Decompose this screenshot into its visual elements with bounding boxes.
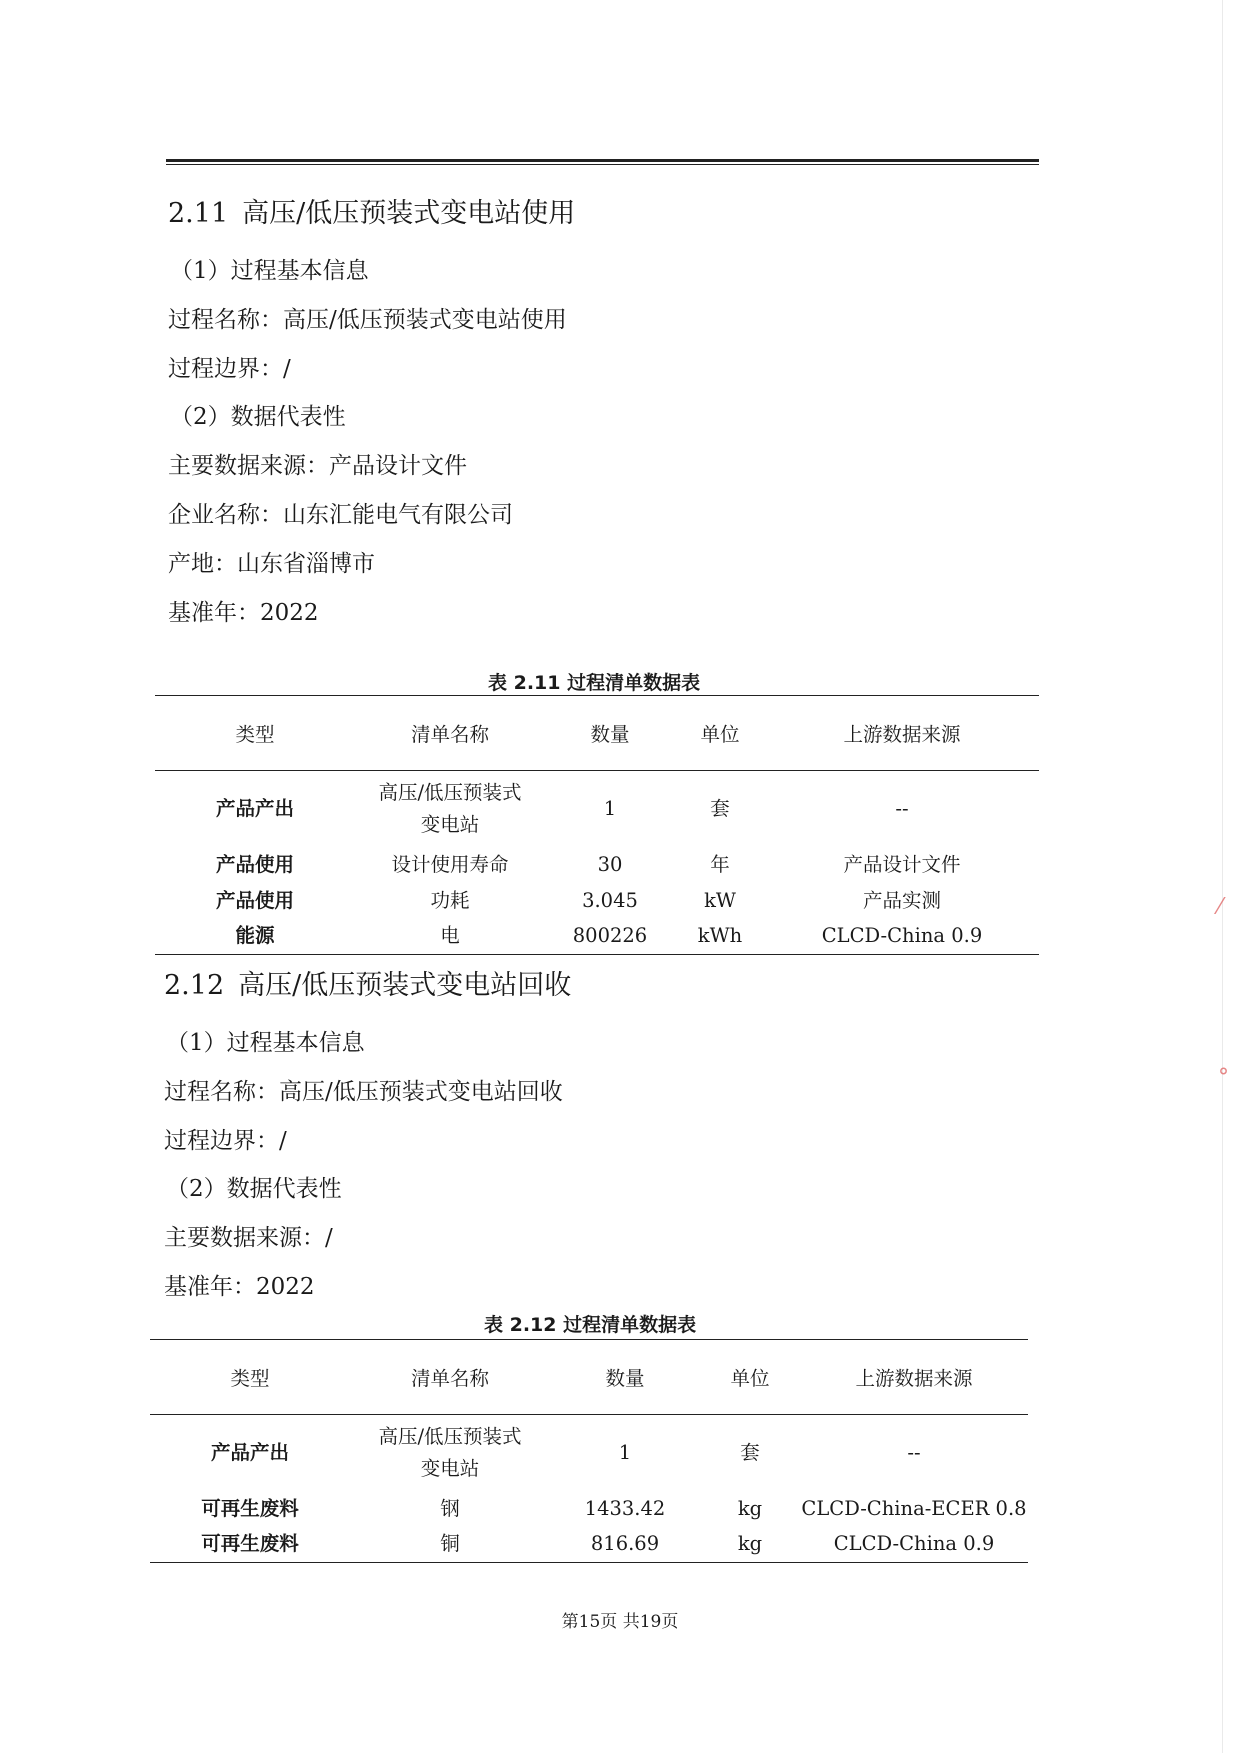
line: 过程名称：高压/低压预装式变电站回收 xyxy=(164,1079,563,1105)
type-cell: 产品使用 xyxy=(215,852,294,876)
page-footer: 第15页 共19页 xyxy=(561,1612,679,1632)
unit-cell: kg xyxy=(737,1496,763,1520)
quantity-cell: 3.045 xyxy=(582,888,638,912)
line: 企业名称：山东汇能电气有限公司 xyxy=(168,502,513,528)
name-line: 高压/低压预装式 xyxy=(378,780,522,804)
type-cell: 产品使用 xyxy=(215,888,294,912)
line: （1）过程基本信息 xyxy=(170,258,369,284)
line: （2）数据代表性 xyxy=(170,404,346,430)
table-row xyxy=(155,847,1039,883)
name-cell: 设计使用寿命 xyxy=(391,852,509,876)
unit-cell: 套 xyxy=(710,796,730,820)
stamp-fragment-icon: ° xyxy=(1218,1065,1229,1090)
table-row xyxy=(155,919,1039,955)
column-header: 清单名称 xyxy=(410,1367,489,1390)
column-header: 单位 xyxy=(700,723,740,746)
line: （1）过程基本信息 xyxy=(166,1030,365,1056)
unit-cell: 套 xyxy=(740,1440,760,1464)
quantity-cell: 1 xyxy=(603,796,617,820)
table-row xyxy=(150,1415,1028,1491)
source-cell: CLCD-China 0.9 xyxy=(833,1532,995,1556)
line: 主要数据来源：/ xyxy=(164,1225,333,1251)
quantity-cell: 816.69 xyxy=(590,1532,660,1556)
quantity-cell: 30 xyxy=(597,852,623,876)
table-caption: 表 2.12 过程清单数据表 xyxy=(484,1314,697,1336)
column-header: 清单名称 xyxy=(410,723,489,746)
name-cell: 钢 xyxy=(440,1496,460,1520)
column-header: 上游数据来源 xyxy=(855,1367,973,1390)
quantity-cell: 1433.42 xyxy=(584,1496,666,1520)
column-header: 上游数据来源 xyxy=(843,723,961,746)
line: 主要数据来源：产品设计文件 xyxy=(168,453,467,479)
binding-edge xyxy=(1222,0,1240,1753)
name-cell xyxy=(355,771,545,847)
quantity-cell: 800226 xyxy=(572,924,648,948)
name-line: 变电站 xyxy=(420,1456,480,1480)
section-2-12-heading xyxy=(164,963,571,1002)
quantity-cell: 1 xyxy=(618,1440,632,1464)
name-line: 变电站 xyxy=(420,812,480,836)
column-header: 数量 xyxy=(590,723,630,746)
source-cell: CLCD-China-ECER 0.8 xyxy=(801,1496,1027,1520)
table-row xyxy=(150,1491,1028,1527)
section-2-11-heading xyxy=(168,191,575,230)
line: 过程名称：高压/低压预装式变电站使用 xyxy=(168,307,567,333)
table-row xyxy=(150,1527,1028,1563)
type-cell: 可再生废料 xyxy=(201,1496,299,1520)
column-header: 单位 xyxy=(730,1367,770,1390)
type-cell: 产品产出 xyxy=(210,1440,289,1464)
type-cell: 能源 xyxy=(235,924,275,948)
source-cell: 产品实测 xyxy=(862,888,941,912)
line: （2）数据代表性 xyxy=(166,1176,342,1202)
name-cell: 功耗 xyxy=(430,888,470,912)
table-row xyxy=(155,771,1039,847)
unit-cell: kg xyxy=(737,1532,763,1556)
line: 基准年：2022 xyxy=(164,1274,315,1300)
source-cell: CLCD-China 0.9 xyxy=(821,924,983,948)
section-title: 高压/低压预装式变电站使用 xyxy=(242,198,576,229)
source-cell: -- xyxy=(907,1440,921,1464)
unit-cell: kW xyxy=(704,888,736,912)
type-cell: 可再生废料 xyxy=(201,1532,299,1556)
unit-cell: kWh xyxy=(697,924,743,948)
line: 基准年：2022 xyxy=(168,600,319,626)
line: 产地：山东省淄博市 xyxy=(168,551,375,577)
source-cell: -- xyxy=(895,796,909,820)
section-title: 高压/低压预装式变电站回收 xyxy=(238,970,572,1001)
unit-cell: 年 xyxy=(710,852,730,876)
table-header-row xyxy=(150,1340,1028,1415)
line: 过程边界：/ xyxy=(168,356,291,382)
section-number: 2.11 xyxy=(168,198,229,229)
name-cell: 铜 xyxy=(440,1532,460,1556)
source-cell: 产品设计文件 xyxy=(843,852,961,876)
line: 过程边界：/ xyxy=(164,1128,287,1154)
table-caption: 表 2.11 过程清单数据表 xyxy=(488,672,701,694)
inventory-table-2-11 xyxy=(155,695,1039,955)
header-rule xyxy=(166,159,1039,162)
name-cell xyxy=(350,1415,550,1491)
name-cell: 电 xyxy=(440,924,460,948)
inventory-table-2-12 xyxy=(150,1339,1028,1563)
name-line: 高压/低压预装式 xyxy=(378,1424,522,1448)
section-number: 2.12 xyxy=(164,970,225,1001)
column-header: 数量 xyxy=(605,1367,645,1390)
table-row xyxy=(155,883,1039,919)
stamp-fragment-icon: ⁄ xyxy=(1218,895,1222,920)
table-header-row xyxy=(155,696,1039,771)
type-cell: 产品产出 xyxy=(215,796,294,820)
column-header: 类型 xyxy=(230,1367,270,1390)
column-header: 类型 xyxy=(235,723,275,746)
